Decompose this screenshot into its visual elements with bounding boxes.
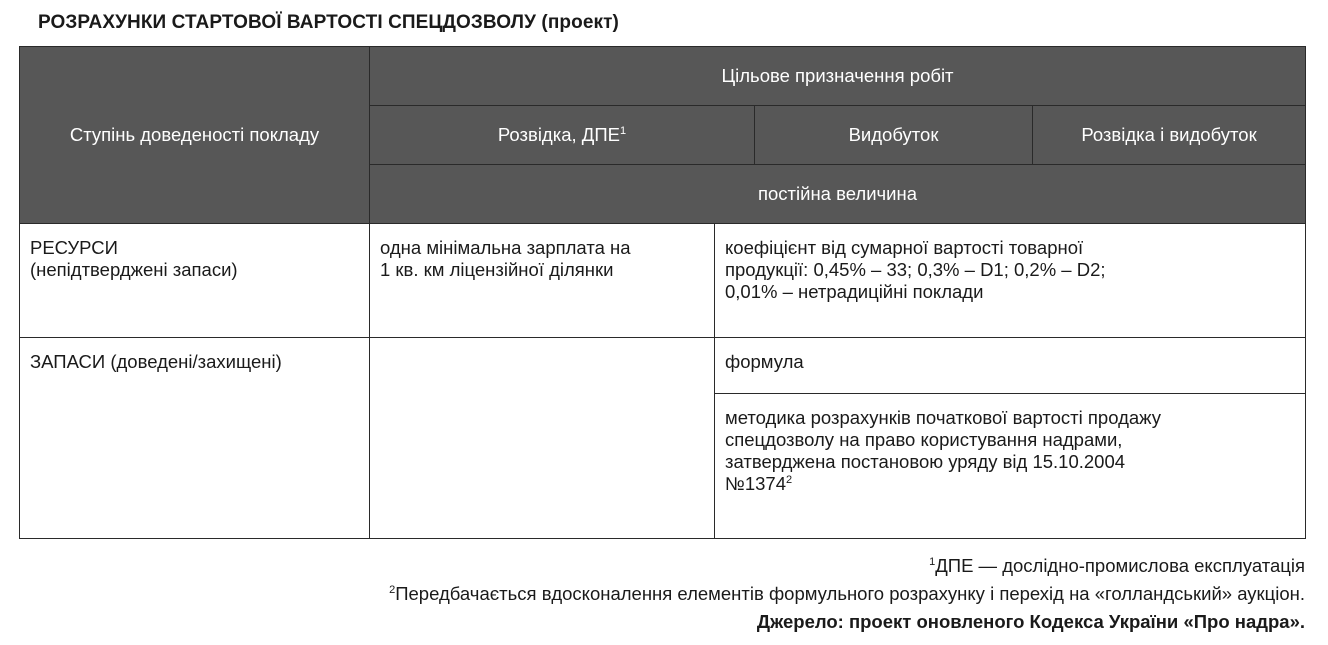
resources-coefficient-text-3: 0,01% – нетрадиційні поклади <box>725 281 984 302</box>
resources-coefficient-text-2: продукції: 0,45% – 33; 0,3% – D1; 0,2% – D2; <box>725 259 1106 280</box>
reserves-method-text-4 <box>725 473 1295 495</box>
resources-exploration-text-2: 1 кв. км ліцензійної ділянки <box>380 259 614 280</box>
resources-exploration-text-1: одна мінімальна зарплата на <box>380 237 631 258</box>
document-title: РОЗРАХУНКИ СТАРТОВОЇ ВАРТОСТІ СПЕЦДОЗВОЛУ (проект) <box>38 12 619 33</box>
footnote-1 <box>389 552 1305 580</box>
reserves-method-text-2: спецдозволу на право користування надрами, <box>725 429 1123 450</box>
footnote-2-text: Передбачається вдосконалення елементів формульного розрахунку і перехід на «голландський» аукціон. <box>395 583 1305 604</box>
header-stage-label: Ступінь доведеності покладу <box>69 124 320 145</box>
reserves-row-1 <box>20 338 1306 394</box>
resources-extraction-cell <box>715 224 1306 338</box>
header-purpose-label: Цільове призначення робіт <box>721 65 954 86</box>
header-purpose-cell <box>370 47 1306 106</box>
header-constant-cell <box>370 165 1306 224</box>
resources-label: РЕСУРСИ <box>30 237 118 258</box>
header-extraction-cell <box>755 106 1033 165</box>
header-row-1 <box>20 47 1306 106</box>
footnotes <box>389 552 1305 636</box>
header-exploration-extraction-label: Розвідка і видобуток <box>1081 124 1257 145</box>
spec-permit-cost-table <box>19 46 1306 539</box>
source-note: Джерело: проект оновленого Кодекса України «Про надра». <box>756 611 1305 632</box>
header-exploration-label: Розвідка, ДПЕ <box>497 124 620 145</box>
footnote-1-marker: 1 <box>929 555 936 568</box>
reserves-method-text-1: методика розрахунків початкової вартості продажу <box>725 407 1162 428</box>
reserves-formula-cell <box>715 338 1306 394</box>
reserves-label-cell <box>20 338 370 539</box>
header-extraction-label: Видобуток <box>848 124 939 145</box>
footnote-2 <box>389 580 1305 608</box>
footnote-ref-2: 2 <box>786 473 793 486</box>
resources-label-cell <box>20 224 370 338</box>
resources-exploration-cell <box>370 224 715 338</box>
resources-sublabel: (непідтверджені запаси) <box>30 259 238 280</box>
reserves-label: ЗАПАСИ (доведені/захищені) <box>30 351 282 372</box>
resources-row <box>20 224 1306 338</box>
header-constant-label: постійна величина <box>757 183 918 204</box>
header-stage-cell <box>20 47 370 224</box>
reserves-exploration-cell <box>370 338 715 539</box>
resolution-number: №1374 <box>725 473 787 494</box>
reserves-formula: формула <box>725 351 804 372</box>
header-exploration-extraction-cell <box>1033 106 1306 165</box>
resources-coefficient-text-1: коефіцієнт від сумарної вартості товарної <box>725 237 1084 258</box>
footnote-1-text: ДПЕ — дослідно-промислова експлуатація <box>935 555 1305 576</box>
reserves-method-text-3: затверджена постановою уряду від 15.10.2004 <box>725 451 1126 472</box>
footnote-ref-1: 1 <box>619 124 627 137</box>
reserves-method-cell <box>715 394 1306 539</box>
footnote-2-marker: 2 <box>389 583 396 596</box>
header-exploration-cell <box>370 106 755 165</box>
